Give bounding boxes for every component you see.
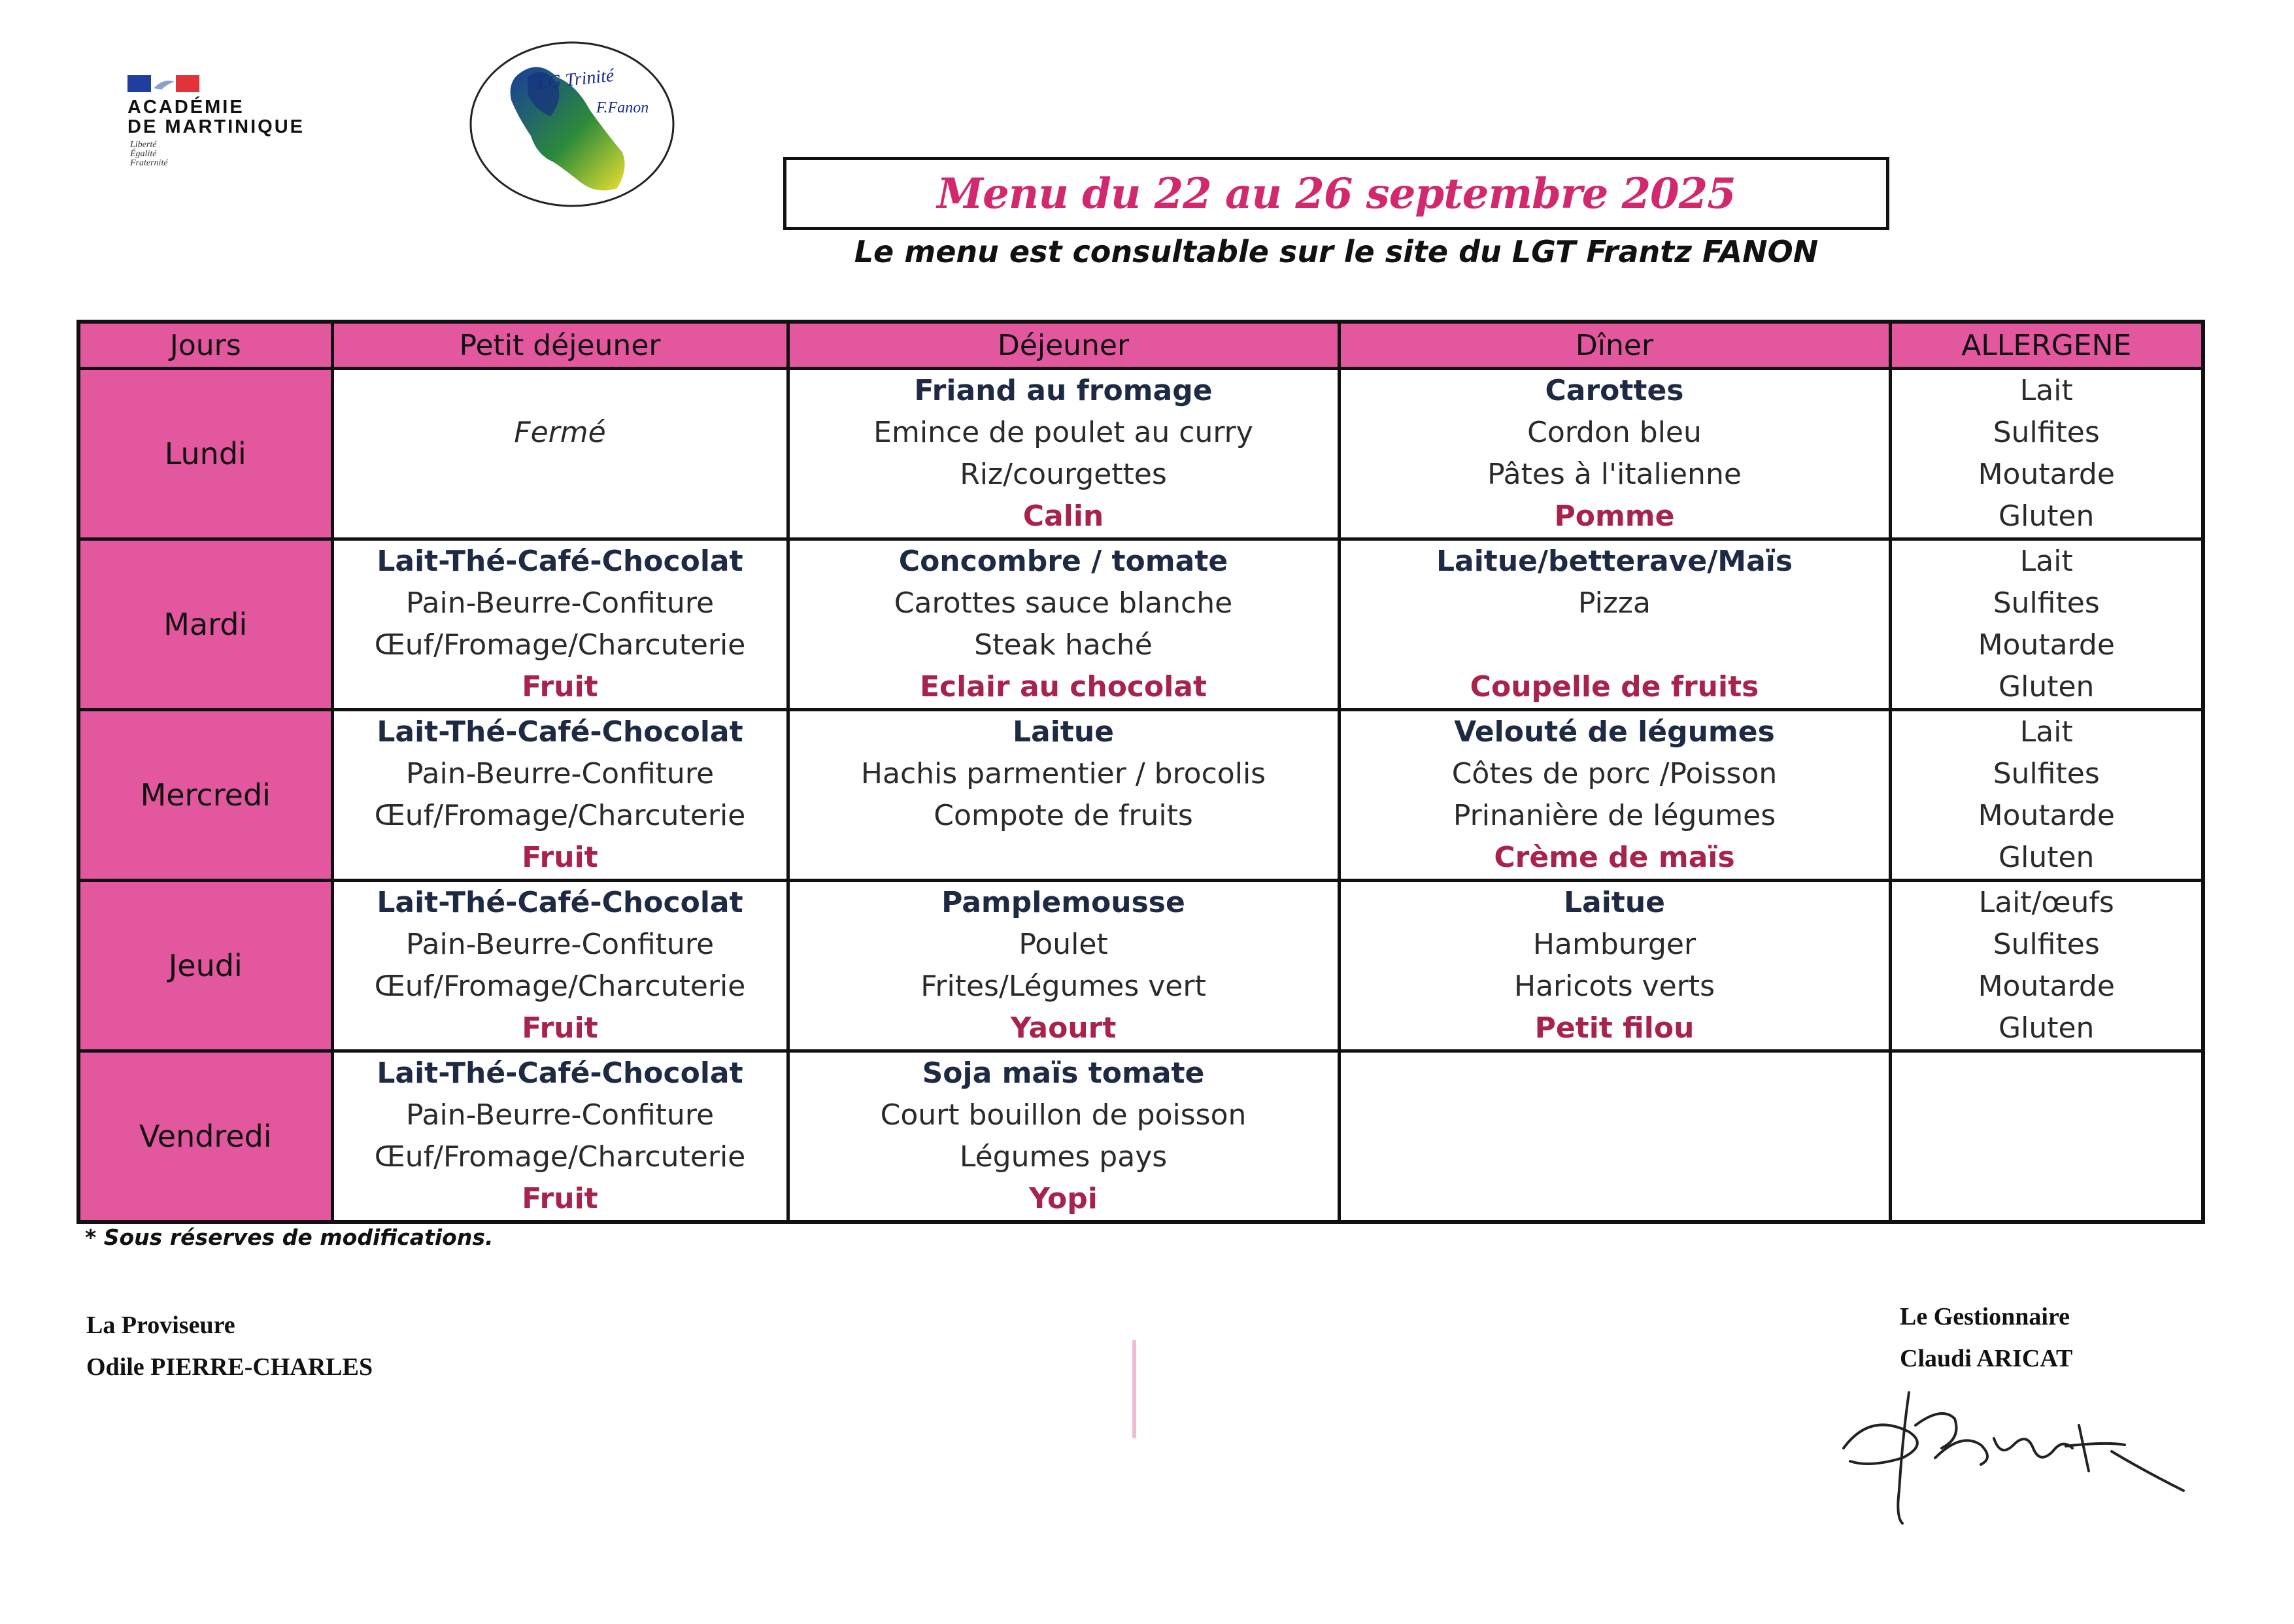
- lunch-cell: [788, 539, 1339, 710]
- lunch-side: Légumes pays: [959, 1140, 1168, 1174]
- allergen-item: Gluten: [1999, 841, 2095, 874]
- allergen-cell: [1890, 881, 2203, 1051]
- table-header-row: [78, 322, 2203, 369]
- allergen-item: Lait: [2019, 545, 2073, 578]
- dinner-cell: [1339, 710, 1890, 881]
- dinner-dessert: [1341, 1178, 1889, 1220]
- allergen-item: [1892, 1136, 2202, 1178]
- academy-motto: Liberté Égalité Fraternité: [130, 140, 168, 168]
- lunch-starter: Soja maïs tomate: [922, 1057, 1205, 1090]
- allergen-item: Sulfites: [1993, 586, 2100, 620]
- dinner-cell: [1339, 369, 1890, 539]
- table-row: [78, 369, 2203, 539]
- lunch-side: Steak haché: [974, 628, 1153, 662]
- table-row: [78, 539, 2203, 710]
- breakfast-drinks: Lait-Thé-Café-Chocolat: [377, 886, 743, 919]
- lunch-dessert: [790, 837, 1338, 879]
- lunch-starter: Concombre / tomate: [898, 545, 1228, 578]
- allergen-item: Lait: [2019, 715, 2073, 749]
- lunch-starter: Laitue: [1012, 715, 1114, 749]
- column-header-breakfast: Petit déjeuner: [332, 322, 788, 369]
- manager-role: Le Gestionnaire: [1900, 1303, 2070, 1330]
- dinner-side: [1341, 1136, 1889, 1178]
- breakfast-fruit: Fruit: [522, 841, 598, 874]
- lunch-cell: [788, 1051, 1339, 1223]
- allergen-item: Gluten: [1999, 670, 2095, 703]
- breakfast-fruit: Fruit: [522, 1182, 598, 1215]
- title-box: [783, 157, 1889, 230]
- breakfast-protein: Œuf/Fromage/Charcuterie: [374, 628, 746, 662]
- academy-name: ACADÉMIE DE MARTINIQUE: [127, 97, 305, 137]
- column-header-lunch: Déjeuner: [788, 322, 1339, 369]
- lunch-main: Emince de poulet au curry: [873, 416, 1253, 449]
- dinner-side: [1341, 624, 1889, 666]
- page-subtitle: Le menu est consultable sur le site du LGT Frantz FANON: [854, 234, 1819, 269]
- lunch-cell: [788, 369, 1339, 539]
- breakfast-drinks: Lait-Thé-Café-Chocolat: [377, 1057, 743, 1090]
- breakfast-bread: Pain-Beurre-Confiture: [405, 928, 715, 961]
- manager-signature-block: [1900, 1296, 2072, 1379]
- allergen-item: Sulfites: [1993, 928, 2100, 961]
- lunch-side: Frites/Légumes vert: [920, 970, 1206, 1003]
- allergen-item: Lait: [2019, 374, 2073, 407]
- breakfast-cell: [332, 1051, 788, 1223]
- column-header-days: Jours: [78, 322, 332, 369]
- allergen-item: [1892, 1178, 2202, 1220]
- dinner-main: [1341, 1094, 1889, 1136]
- island-map-icon: [465, 38, 679, 211]
- handwritten-signature: [1830, 1386, 2197, 1536]
- day-label: Vendredi: [78, 1051, 332, 1223]
- breakfast-bread: Pain-Beurre-Confiture: [405, 1098, 715, 1132]
- page-title: Menu du 22 au 26 septembre 2025: [937, 169, 1736, 218]
- lunch-side: Compote de fruits: [934, 799, 1193, 832]
- principal-signature-block: [86, 1304, 373, 1388]
- breakfast-fruit: Fruit: [522, 1011, 598, 1045]
- menu-table: [76, 320, 2205, 1224]
- breakfast-protein: Œuf/Fromage/Charcuterie: [374, 970, 746, 1003]
- dinner-dessert: Petit filou: [1534, 1011, 1695, 1045]
- dinner-starter: Carottes: [1545, 374, 1684, 407]
- dinner-dessert: Coupelle de fruits: [1470, 670, 1759, 703]
- allergen-item: [1892, 1053, 2202, 1094]
- day-label: Jeudi: [78, 881, 332, 1051]
- allergen-cell: [1890, 369, 2203, 539]
- allergen-item: Moutarde: [1978, 799, 2115, 832]
- allergen-item: [1892, 1094, 2202, 1136]
- allergen-item: Moutarde: [1978, 970, 2115, 1003]
- republic-flag-icon: [127, 75, 199, 92]
- table-row: [78, 710, 2203, 881]
- breakfast-protein: Œuf/Fromage/Charcuterie: [374, 799, 746, 832]
- scan-mark: [1132, 1340, 1136, 1438]
- allergen-cell: [1890, 710, 2203, 881]
- breakfast-protein: Œuf/Fromage/Charcuterie: [374, 1140, 746, 1174]
- lunch-main: Court bouillon de poisson: [880, 1098, 1247, 1132]
- dinner-cell: [1339, 539, 1890, 710]
- principal-role: La Proviseure: [86, 1311, 235, 1339]
- dinner-cell: [1339, 881, 1890, 1051]
- dinner-main: Cordon bleu: [1527, 416, 1702, 449]
- lunch-starter: Friand au fromage: [914, 374, 1213, 407]
- allergen-item: Lait/œufs: [1978, 886, 2114, 919]
- lunch-main: Hachis parmentier / brocolis: [860, 757, 1266, 790]
- breakfast-cell: [332, 710, 788, 881]
- breakfast-fruit: Fruit: [522, 670, 598, 703]
- lunch-starter: Pamplemousse: [941, 886, 1185, 919]
- breakfast-cell: [332, 881, 788, 1051]
- allergen-item: Gluten: [1999, 499, 2095, 533]
- dinner-dessert: Pomme: [1554, 499, 1675, 533]
- allergen-cell: [1890, 539, 2203, 710]
- dinner-main: Pizza: [1578, 586, 1651, 620]
- dinner-dessert: Crème de maïs: [1494, 841, 1735, 874]
- breakfast-drinks: Lait-Thé-Café-Chocolat: [377, 545, 743, 578]
- breakfast-drinks: Lait-Thé-Café-Chocolat: [377, 715, 743, 749]
- school-logo-subtext: F.Fanon: [596, 99, 649, 116]
- breakfast-closed: Fermé: [514, 416, 606, 449]
- table-row: [78, 1051, 2203, 1223]
- allergen-cell: [1890, 1051, 2203, 1223]
- allergen-item: Moutarde: [1978, 458, 2115, 491]
- allergen-item: Gluten: [1999, 1011, 2095, 1045]
- breakfast-bread: Pain-Beurre-Confiture: [405, 586, 715, 620]
- lunch-main: Poulet: [1019, 928, 1108, 961]
- school-logo: [465, 38, 679, 211]
- lunch-dessert: Yopi: [1029, 1182, 1098, 1215]
- allergen-item: Moutarde: [1978, 628, 2115, 662]
- day-label: Mercredi: [78, 710, 332, 881]
- breakfast-bread: Pain-Beurre-Confiture: [405, 757, 715, 790]
- dinner-cell: [1339, 1051, 1890, 1223]
- dinner-main: Hamburger: [1532, 928, 1696, 961]
- lunch-dessert: Eclair au chocolat: [919, 670, 1207, 703]
- footnote: * Sous réserves de modifications.: [85, 1225, 494, 1250]
- breakfast-cell: [332, 369, 788, 539]
- dinner-main: Côtes de porc /Poisson: [1451, 757, 1778, 790]
- dinner-side: Pâtes à l'italienne: [1487, 458, 1742, 491]
- lunch-side: Riz/courgettes: [960, 458, 1167, 491]
- breakfast-cell: [332, 539, 788, 710]
- school-logo-text: LG Trinité: [536, 65, 615, 94]
- column-header-allergens: ALLERGENE: [1890, 322, 2203, 369]
- day-label: Lundi: [78, 369, 332, 539]
- allergen-item: Sulfites: [1993, 757, 2100, 790]
- lunch-dessert: Calin: [1022, 499, 1104, 533]
- lunch-cell: [788, 710, 1339, 881]
- dinner-side: Haricots verts: [1513, 970, 1715, 1003]
- allergen-item: Sulfites: [1993, 416, 2100, 449]
- dinner-starter: Laitue: [1563, 886, 1665, 919]
- dinner-side: Prinanière de légumes: [1453, 799, 1776, 832]
- dinner-starter: Laitue/betterave/Maïs: [1436, 545, 1793, 578]
- principal-name: Odile PIERRE-CHARLES: [86, 1353, 373, 1381]
- day-label: Mardi: [78, 539, 332, 710]
- dinner-starter: [1341, 1053, 1889, 1094]
- manager-name: Claudi ARICAT: [1900, 1345, 2073, 1372]
- column-header-dinner: Dîner: [1339, 322, 1890, 369]
- lunch-main: Carottes sauce blanche: [894, 586, 1233, 620]
- dinner-starter: Velouté de légumes: [1454, 715, 1775, 749]
- lunch-dessert: Yaourt: [1010, 1011, 1117, 1045]
- table-row: [78, 881, 2203, 1051]
- lunch-cell: [788, 881, 1339, 1051]
